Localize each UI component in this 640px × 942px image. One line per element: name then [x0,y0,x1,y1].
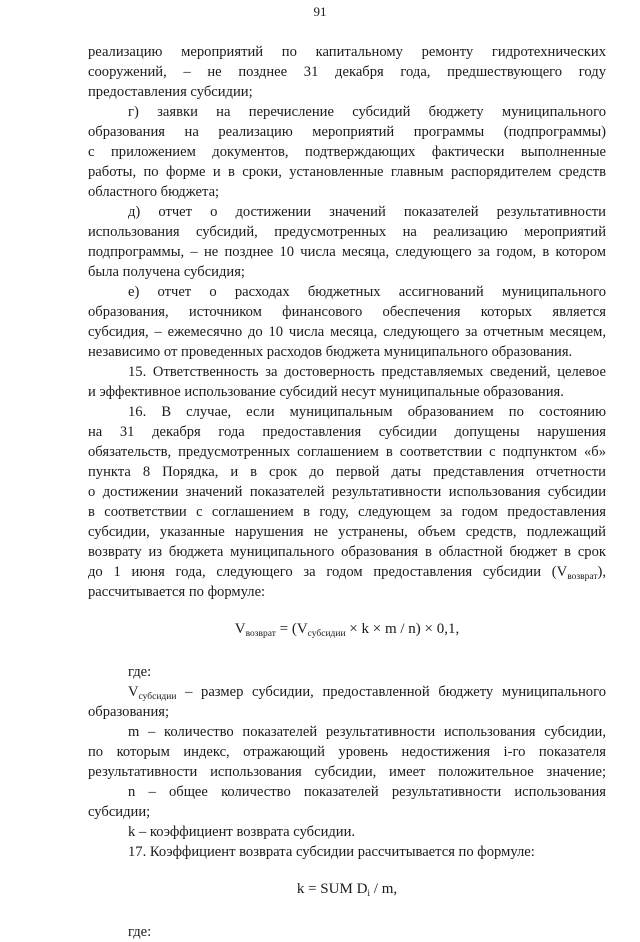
text-line: обязательств, предусмотренных соглашением в соответствии с подпунктом «б» [88,444,606,460]
formula-part: V [234,621,246,637]
definition-text: – размер субсидии, предоставленной бюджету муниципального [176,684,606,700]
definition-line: образования; [88,704,170,720]
definition-line [88,682,606,702]
text-line: использования субсидий, предусмотренных на реализацию мероприятий [88,224,606,240]
text-line: пункта 8 Порядка, и в срок до первой даты представления отчетности [88,464,606,480]
definition-line: результативности использования субсидии, имеет положительное значение; [88,764,606,780]
definition-symbol: V [128,684,139,700]
text-line: 15. Ответственность за достоверность представляемых сведений, целевое [128,364,606,380]
where-label-2: где: [128,924,152,940]
text-line: 16. В случае, если муниципальным образованием по состоянию [128,404,606,420]
text-line: предоставления субсидии; [88,84,253,100]
text-line: рассчитывается по формуле: [88,584,266,600]
text-line: о достижении значений показателей результативности использования субсидии [88,484,606,500]
text-line-part: до 1 июня года, следующего за годом предоставления субсидии (V [88,564,568,580]
text-line: областного бюджета; [88,184,220,200]
text-line: субсидия, – ежемесячно до 10 числа месяца, следующего за отчетным месяцем, [88,324,606,340]
text-line: сооружений, – не позднее 31 декабря года, предшествующего году [88,64,606,80]
definition-subscript: субсидии [138,692,177,702]
text-line: в соответствии с соглашением в году, следующем за годом предоставления [88,504,606,520]
definition-line: k – коэффициент возврата субсидии. [128,824,356,840]
text-line: работы, по форме и в сроки, установленные главным распорядителем средств [88,164,606,180]
formula-subscript: i [367,889,371,899]
text-line [88,562,606,582]
definition-line: субсидии; [88,804,151,820]
text-line: д) отчет о достижении значений показателей результативности [128,204,606,220]
formula-k [88,878,606,900]
page-number: 91 [313,4,327,19]
text-line: г) заявки на перечисление субсидий бюджету муниципального [128,104,606,120]
text-line: с приложением документов, подтверждающих фактически выполненные [88,144,606,160]
formula-part: × k × m / n) × 0,1, [345,621,460,637]
formula-v-vozvrat [88,618,606,640]
text-line: е) отчет о расходах бюджетных ассигнований муниципального [128,284,606,300]
text-line: реализацию мероприятий по капитальному ремонту гидротехнических [88,44,606,60]
formula-part: k = SUM D [296,881,368,897]
text-line: образования на реализацию мероприятий программы (подпрограммы) [88,124,606,140]
definition-line: m – количество показателей результативности использования субсидии, [128,724,606,740]
text-line: подпрограммы, – не позднее 10 числа месяца, следующего за годом, в котором [88,244,606,260]
formula-part: = (V [275,621,308,637]
formula-subscript: субсидии [307,629,346,639]
text-line: образования, источником финансового обеспечения которых является [88,304,606,320]
subscript-text: возврат [567,572,598,582]
where-label: где: [128,664,152,680]
paragraph-17: 17. Коэффициент возврата субсидии рассчитывается по формуле: [128,844,535,860]
text-line: возврату из бюджета муниципального образования в областной бюджет в срок [88,544,606,560]
formula-part: / m, [370,881,398,897]
formula-subscript: возврат [245,629,276,639]
document-body [88,42,606,942]
text-line: независимо от проведенных расходов бюджета муниципального образования. [88,344,573,360]
text-line: на 31 декабря года предоставления субсидии допущены нарушения [88,424,606,440]
text-line: субсидии, указанные нарушения не устранены, объем средств, подлежащий [88,524,606,540]
text-line: была получена субсидия; [88,264,245,280]
text-line: и эффективное использование субсидий несут муниципальные образования. [88,384,564,400]
definition-line: n – общее количество показателей результативности использования [128,784,606,800]
text-line-part: ), [597,564,606,580]
definition-line: по которым индекс, отражающий уровень недостижения i-го показателя [88,744,606,760]
